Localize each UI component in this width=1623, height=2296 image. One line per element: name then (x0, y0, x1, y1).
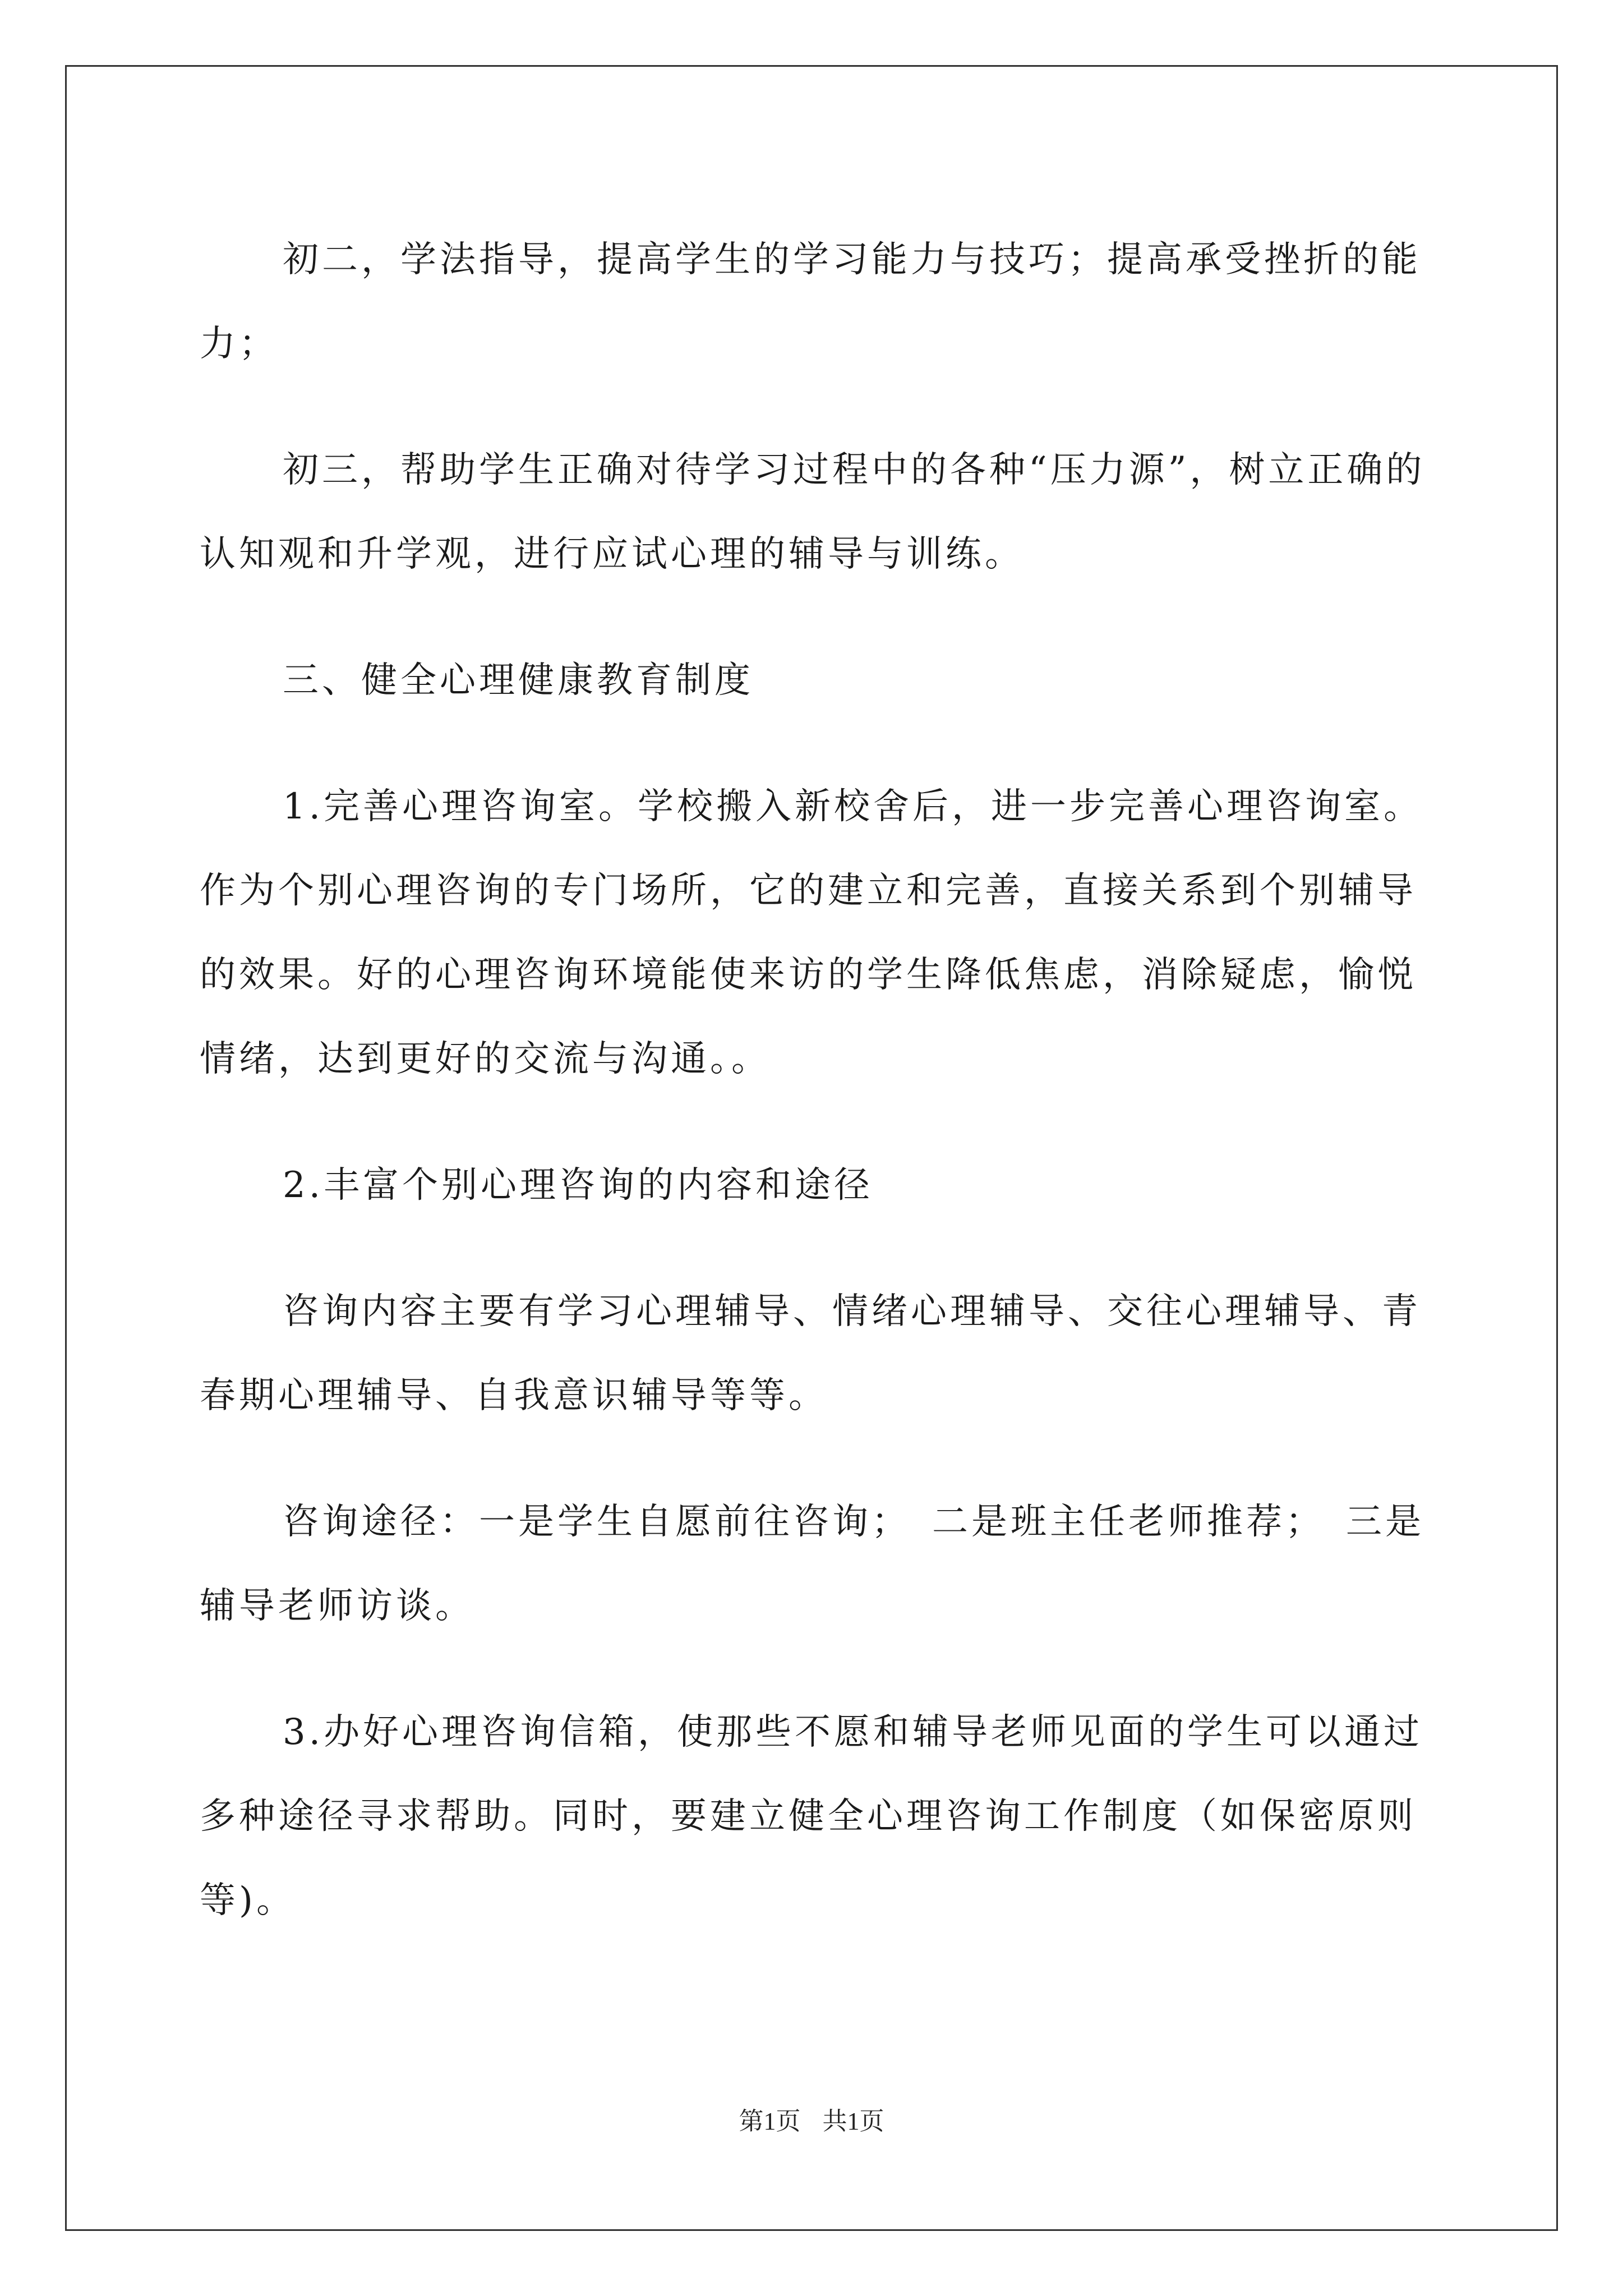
page-number-current: 第1页 (739, 2108, 801, 2135)
document-body (200, 218, 1433, 1943)
paragraph-item-3: 3.办好心理咨询信箱，使那些不愿和辅导老师见面的学生可以通过多种途径寻求帮助。同时，要建立健全心理咨询工作制度（如保密原则等)。 (200, 1711, 1423, 1921)
section-heading: 三、健全心理健康教育制度 (283, 660, 754, 701)
paragraph-consult-channels: 咨询途径：一是学生自愿前往咨询； 二是班主任老师推荐； 三是辅导老师访谈。 (200, 1501, 1424, 1627)
paragraph-item-2: 2.丰富个别心理咨询的内容和途径 (283, 1165, 874, 1206)
page-number-total: 共1页 (822, 2108, 884, 2135)
paragraph-grade3: 初三，帮助学生正确对待学习过程中的各种“压力源”，树立正确的认知观和升学观，进行应试心理的辅导与训练。 (200, 449, 1426, 575)
page-footer (0, 2105, 1623, 2138)
paragraph-item-1: 1.完善心理咨询室。学校搬入新校舍后，进一步完善心理咨询室。作为个别心理咨询的专门场所，它的建立和完善，直接关系到个别辅导的效果。好的心理咨询环境能使来访的学生降低焦虑，消除疑虑，愉悦情绪，达到更好的交流与沟通。。 (200, 786, 1423, 1080)
paragraph-consult-content: 咨询内容主要有学习心理辅导、情绪心理辅导、交往心理辅导、青春期心理辅导、自我意识辅导等等。 (200, 1291, 1421, 1416)
paragraph-grade2: 初二，学法指导，提高学生的学习能力与技巧；提高承受挫折的能力； (200, 239, 1421, 365)
